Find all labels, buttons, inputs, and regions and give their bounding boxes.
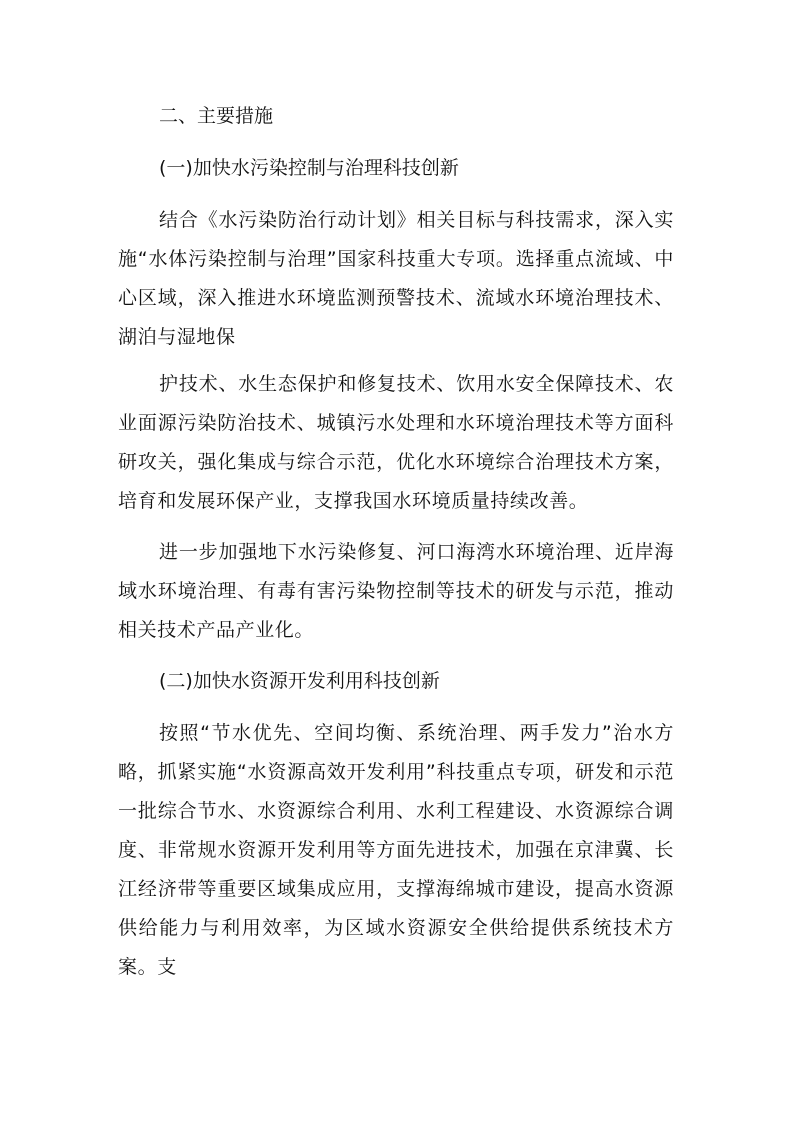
paragraph-1: 结合《水污染防治行动计划》相关目标与科技需求，深入实施“水体污染控制与治理”国家科技重大专项。选择重点流域、中心区域，深入推进水环境监测预警技术、流域水环境治理技术、湖泊与湿地保 [118,209,674,348]
document-body [118,97,674,999]
subsection-title-1: (一)加快水污染控制与治理科技创新 [159,157,459,179]
paragraph-2: 护技术、水生态保护和修复技术、饮用水安全保障技术、农业面源污染防治技术、城镇污水处理和水环境治理技术等方面科研攻关，强化集成与综合示范，优化水环境综合治理技术方案，培育和发展环保产业，支撑我国水环境质量持续改善。 [118,373,674,512]
section-title: 二、主要措施 [159,105,274,127]
paragraph-4: 按照“节水优先、空间均衡、系统治理、两手发力”治水方略，抓紧实施“水资源高效开发利用”科技重点专项，研发和示范一批综合节水、水资源综合利用、水利工程建设、水资源综合调度、非常规水资源开发利用等方面先进技术，加强在京津冀、长江经济带等重要区域集成应用，支撑海绵城市建设，提高水资源供给能力与利用效率，为区域水资源安全供给提供系统技术方案。支 [118,722,674,978]
paragraph-3: 进一步加强地下水污染修复、河口海湾水环境治理、近岸海域水环境治理、有毒有害污染物控制等技术的研发与示范，推动相关技术产品产业化。 [118,541,674,641]
subsection-title-2: (二)加快水资源开发利用科技创新 [159,670,440,692]
